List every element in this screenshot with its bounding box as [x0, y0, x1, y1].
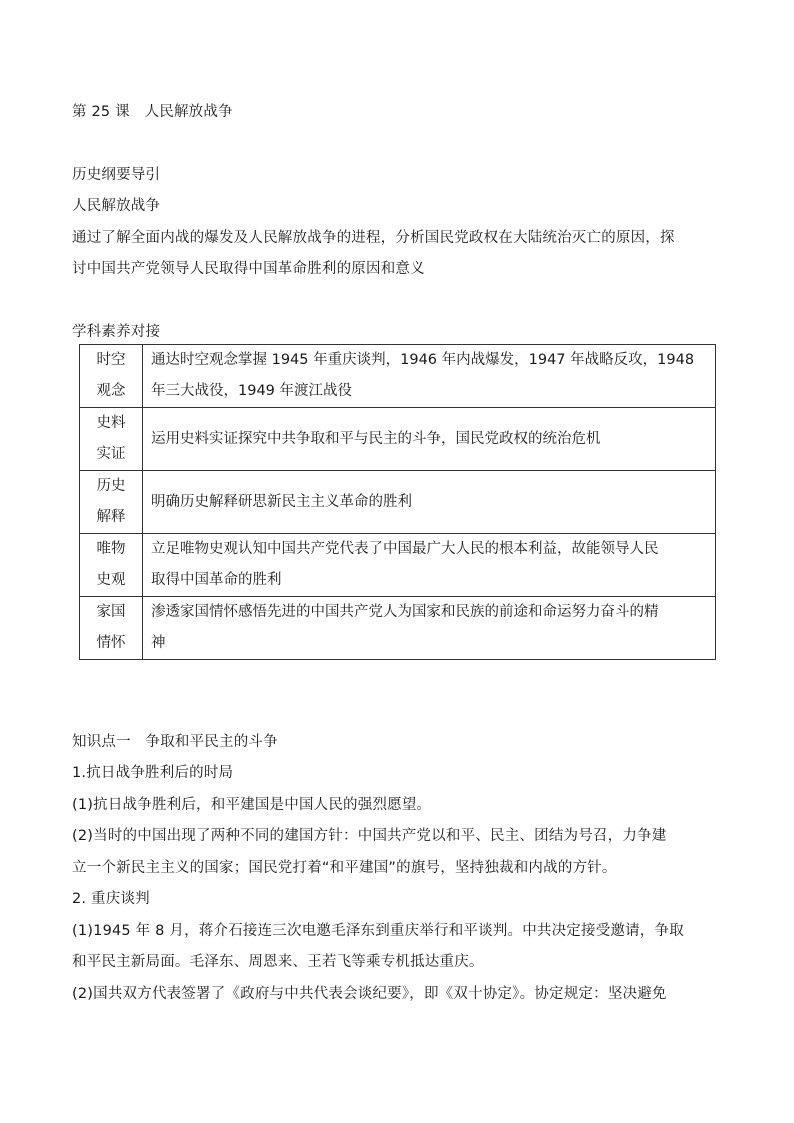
table-row: [80, 345, 716, 408]
row-content-line: 运用史料实证探究中共争取和平与民主的斗争，国民党政权的统治危机: [151, 431, 601, 447]
table-row: [80, 408, 716, 471]
guide-text-line: 通过了解全面内战的爆发及人民解放战争的进程，分析国民党政权在大陆统治灭亡的原因，探: [72, 230, 675, 246]
row-header: [80, 597, 143, 660]
knowledge-line: 2. 重庆谈判: [72, 891, 150, 907]
row-header-line: 唯物: [96, 541, 126, 557]
row-header-line: 解释: [96, 509, 126, 525]
row-content: [143, 345, 716, 408]
knowledge-line: (1)抗日战争胜利后，和平建国是中国人民的强烈愿望。: [72, 797, 432, 813]
guide-subheading: 人民解放战争: [72, 198, 161, 214]
row-header-line: 家国: [96, 604, 126, 620]
table-row: [80, 534, 716, 597]
row-content: [143, 534, 716, 597]
knowledge-heading: 知识点一 争取和平民主的斗争: [72, 734, 278, 750]
row-header-line: 观念: [96, 383, 126, 399]
knowledge-line: (1)1945 年 8 月，蒋介石接连三次电邀毛泽东到重庆举行和平谈判。中共决定接受邀请，争取: [72, 923, 684, 939]
row-content-line: 渗透家国情怀感悟先进的中国共产党人为国家和民族的前途和命运努力奋斗的精: [151, 604, 659, 620]
row-header: [80, 408, 143, 471]
table-row: [80, 471, 716, 534]
row-header-line: 史观: [96, 572, 126, 588]
literacy-table: [79, 344, 716, 660]
row-content-line: 通达时空观念掌握 1945 年重庆谈判，1946 年内战爆发，1947 年战略反攻，1948: [151, 352, 695, 368]
knowledge-line: 1.抗日战争胜利后的时局: [72, 765, 234, 781]
row-header-line: 历史: [96, 478, 126, 494]
row-header-line: 时空: [96, 352, 126, 368]
row-header-line: 情怀: [96, 635, 126, 651]
row-content-line: 年三大战役，1949 年渡江战役: [151, 383, 353, 399]
knowledge-line: 和平民主新局面。毛泽东、周恩来、王若飞等乘专机抵达重庆。: [72, 954, 484, 970]
row-content-line: 神: [151, 635, 166, 651]
knowledge-line: (2)国共双方代表签署了《政府与中共代表会谈纪要》，即《双十协定》。协定规定：坚决避免: [72, 986, 667, 1002]
row-content: [143, 597, 716, 660]
row-content: [143, 471, 716, 534]
row-header: [80, 345, 143, 408]
row-content-line: 明确历史解释研思新民主主义革命的胜利: [151, 494, 412, 510]
row-content: [143, 408, 716, 471]
literacy-heading: 学科素养对接: [72, 324, 161, 340]
row-header-line: 史料: [96, 415, 126, 431]
row-header: [80, 471, 143, 534]
knowledge-line: 立一个新民主主义的国家；国民党打着“和平建国”的旗号，坚持独裁和内战的方针。: [72, 860, 617, 876]
lesson-title: 第 25 课 人民解放战争: [72, 104, 233, 120]
guide-heading: 历史纲要导引: [72, 167, 161, 183]
row-content-line: 取得中国革命的胜利: [151, 572, 282, 588]
row-header: [80, 534, 143, 597]
row-header-line: 实证: [96, 446, 126, 462]
table-row: [80, 597, 716, 660]
guide-text-line: 讨中国共产党领导人民取得中国革命胜利的原因和意义: [72, 261, 425, 277]
row-content-line: 立足唯物史观认知中国共产党代表了中国最广大人民的根本利益，故能领导人民: [151, 541, 659, 557]
knowledge-line: (2)当时的中国出现了两种不同的建国方针：中国共产党以和平、民主、团结为号召，力争建: [72, 828, 667, 844]
